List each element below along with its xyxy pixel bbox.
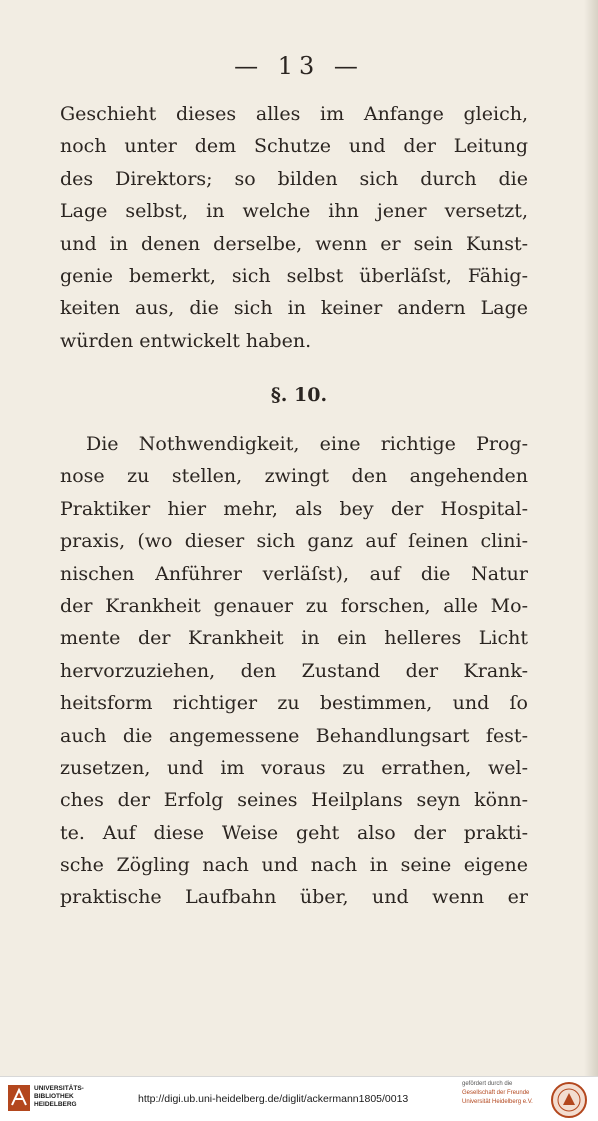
page-number: — 13 — xyxy=(234,52,364,80)
permalink-url[interactable]: http://digi.ub.uni-heidelberg.de/diglit/ackermann1805/0013 xyxy=(138,1093,409,1105)
paragraph-2 xyxy=(60,428,528,914)
text-line: ches der Erfolg seines Heilplans seyn könn- xyxy=(60,789,528,812)
section-heading: §. 10. xyxy=(270,384,328,406)
text-line: nischen Anführer verläſst), auf die Natur xyxy=(60,562,528,585)
footer-bar xyxy=(0,1076,598,1121)
text-line: sche Zögling nach und nach in seine eigene xyxy=(60,854,528,877)
funding-label: gefördert durch die xyxy=(462,1081,513,1087)
text-line: nose zu stellen, zwingt den angehenden xyxy=(60,465,528,488)
text-line: hervorzuziehen, den Zustand der Krank- xyxy=(60,659,528,682)
text-line: te. Auf diese Weise geht also der prakti- xyxy=(60,821,528,844)
text-line: praktische Laufbahn über, und wenn er xyxy=(60,886,528,909)
text-line: mente der Krankheit in ein helleres Licht xyxy=(60,627,528,650)
text-line: Geschieht dieses alles im Anfange gleich, xyxy=(60,103,528,125)
text-line: Die Nothwendigkeit, eine richtige Prog- xyxy=(86,433,528,455)
library-logo-icon xyxy=(8,1085,30,1111)
text-line: keiten aus, die sich in keiner andern Lage xyxy=(60,297,528,320)
text-line: heitsform richtiger zu bestimmen, und ſo xyxy=(60,692,528,715)
library-name xyxy=(34,1085,104,1109)
library-name-line: HEIDELBERG xyxy=(34,1101,77,1108)
text-line: des Direktors; so bilden sich durch die xyxy=(60,167,528,190)
text-line: auch die angemessene Behandlungsart fest- xyxy=(60,724,528,747)
text-line: noch unter dem Schutze und der Leitung xyxy=(60,135,528,158)
text-line: genie bemerkt, sich selbst überläſst, Fähig- xyxy=(60,264,528,287)
funding-note xyxy=(462,1080,542,1107)
text-line: Praktiker hier mehr, als bey der Hospital- xyxy=(60,497,528,520)
library-name-line: BIBLIOTHEK xyxy=(34,1093,74,1100)
text-line: und in denen derselbe, wenn er sein Kunst- xyxy=(60,232,528,255)
text-line: würden entwickelt haben. xyxy=(60,329,312,352)
funding-org-line: Gesellschaft der Freunde xyxy=(462,1090,530,1096)
university-seal-icon xyxy=(550,1081,588,1119)
text-line: zusetzen, und im voraus zu errathen, wel- xyxy=(60,756,528,779)
text-line: Lage selbst, in welche ihn jener versetzt, xyxy=(60,200,528,223)
text-line: der Krankheit genauer zu forschen, alle Mo- xyxy=(60,594,528,617)
library-name-line: UNIVERSITÄTS- xyxy=(34,1085,84,1092)
text-line: praxis, (wo dieser sich ganz auf ſeinen clini- xyxy=(60,530,528,553)
funding-org-line: Universität Heidelberg e.V. xyxy=(462,1099,533,1105)
paragraph-1 xyxy=(60,98,528,357)
